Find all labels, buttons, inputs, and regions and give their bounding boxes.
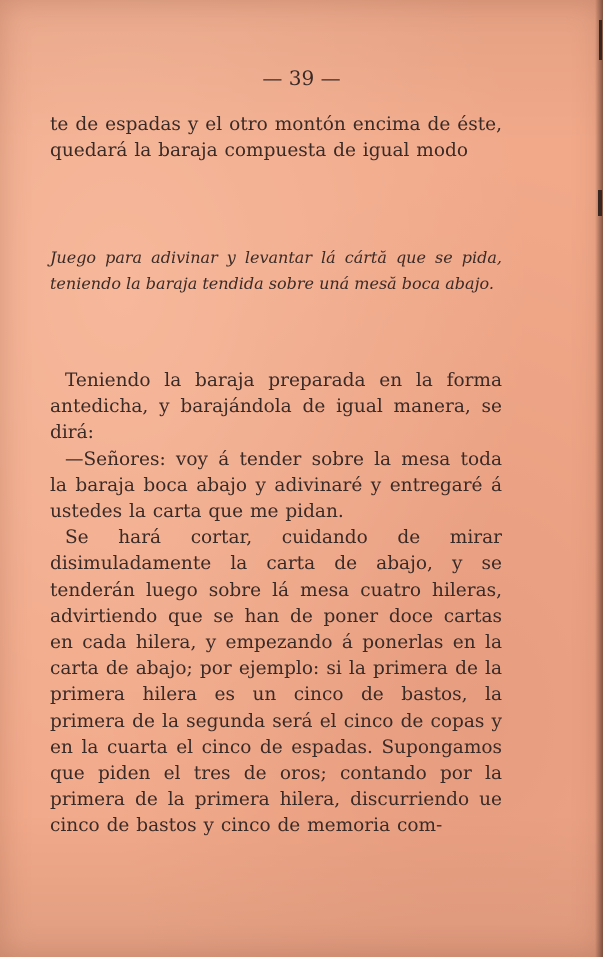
body-text bbox=[50, 368, 502, 840]
page-edge-shadow bbox=[595, 0, 603, 957]
paragraph-3: Se hará cortar, cuidando de mirar disimuladamente la carta de abajo, y se tenderán luego sobre lá mesa cuatro hileras, advirtiendo que se han de poner doce cartas en cada hilera, y empezando á ponerlas en la carta de abajo; por ejemplo: si la primera de la primera hilera es un cinco de bastos, la primera de la segunda será el cinco de copas y en la cuarta el cinco de espadas. Supongamos que piden el tres de oros; contando por la primera de la primera hilera, discurriendo ue cinco de bastos y cinco de memoria com- bbox=[50, 527, 502, 837]
page-edge-mark bbox=[598, 190, 602, 216]
page-edge-mark bbox=[599, 20, 602, 60]
top-paragraph: te de espadas y el otro montón encima de éste, quedará la baraja compuesta de igual modo bbox=[50, 114, 502, 162]
section-heading: Juego para adivinar y levantar lá cártă que se pida, teniendo la baraja tendida sobre uná mesă boca abajo. bbox=[50, 248, 502, 293]
paragraph-1: Teniendo la baraja preparada en la forma antedicha, y barajándola de igual manera, se dirá: bbox=[50, 370, 502, 444]
paragraph-2: —Señores: voy á tender sobre la mesa toda la baraja boca abajo y adivinaré y entregaré á ustedes la carta que me pidan. bbox=[50, 448, 502, 523]
page-number: — 39 — bbox=[262, 66, 341, 90]
top-paragraph-block bbox=[50, 112, 502, 164]
